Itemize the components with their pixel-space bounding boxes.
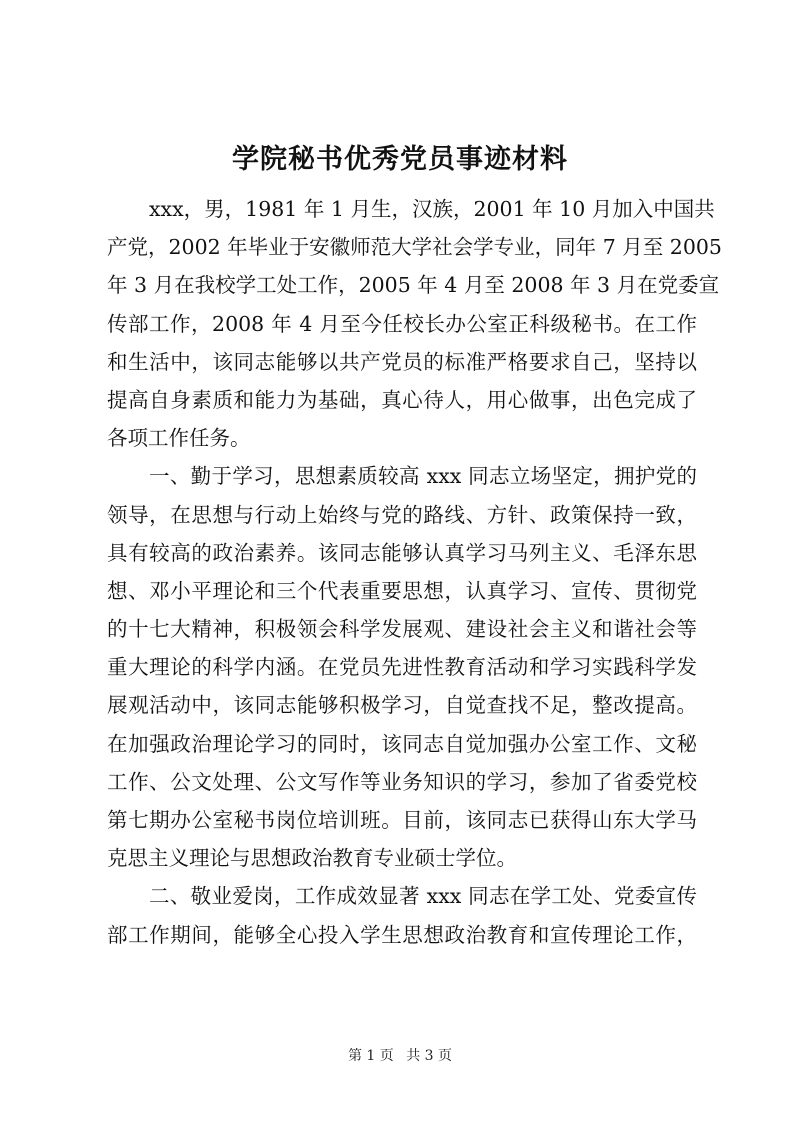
document-body bbox=[107, 190, 722, 954]
paragraph-2-line-7: 展观活动中，该同志能够积极学习，自觉查找不足，整改提高。 bbox=[107, 693, 697, 718]
paragraph-3-line-2: 部工作期间，能够全心投入学生思想政治教育和宣传理论工作， bbox=[107, 922, 697, 947]
paragraph-2-line-8: 在加强政治理论学习的同时，该同志自觉加强办公室工作、文秘 bbox=[107, 731, 697, 756]
document-title: 学院秘书优秀党员事迹材料 bbox=[232, 144, 568, 175]
paragraph-1-line-7: 各项工作任务。 bbox=[107, 426, 251, 451]
paragraph-2-line-1: 一、勤于学习，思想素质较高 xxx 同志立场坚定，拥护党的 bbox=[149, 464, 697, 489]
paragraph-1-line-5: 和生活中，该同志能够以共产党员的标准严格要求自己，坚持以 bbox=[107, 349, 697, 374]
paragraph-2-line-3: 具有较高的政治素养。该同志能够认真学习马列主义、毛泽东思 bbox=[107, 540, 697, 565]
paragraph-1-line-1: xxx，男，1981 年 1 月生，汉族，2001 年 10 月加入中国共 bbox=[149, 197, 715, 221]
page-footer bbox=[0, 1046, 800, 1066]
paragraph-1-line-2: 产党，2002 年毕业于安徽师范大学社会学专业，同年 7 月至 2005 bbox=[107, 235, 722, 260]
paragraph-3-line-1: 二、敬业爱岗，工作成效显著 xxx 同志在学工处、党委宣传 bbox=[149, 884, 697, 909]
paragraph-1-line-3: 年 3 月在我校学工处工作，2005 年 4 月至 2008 年 3 月在党委宣 bbox=[107, 273, 720, 298]
paragraph-2-line-6: 重大理论的科学内涵。在党员先进性教育活动和学习实践科学发 bbox=[107, 655, 697, 680]
page-total: 共 3 页 bbox=[406, 1048, 453, 1064]
paragraph-2-line-10: 第七期办公室秘书岗位培训班。目前，该同志已获得山东大学马 bbox=[107, 808, 697, 832]
paragraph-2-line-9: 工作、公文处理、公文写作等业务知识的学习，参加了省委党校 bbox=[107, 769, 697, 794]
paragraph-1-line-6: 提高自身素质和能力为基础，真心待人，用心做事，出色完成了 bbox=[107, 387, 697, 412]
paragraph-2-line-4: 想、邓小平理论和三个代表重要思想，认真学习、宣传、贯彻党 bbox=[107, 578, 697, 603]
paragraph-1-line-4: 传部工作，2008 年 4 月至今任校长办公室正科级秘书。在工作 bbox=[107, 311, 697, 336]
paragraph-2-line-5: 的十七大精神，积极领会科学发展观、建设社会主义和谐社会等 bbox=[107, 617, 697, 642]
paragraph-2-line-2: 领导，在思想与行动上始终与党的路线、方针、政策保持一致， bbox=[107, 502, 697, 527]
paragraph-2-line-11: 克思主义理论与思想政治教育专业硕士学位。 bbox=[107, 846, 517, 871]
page-number: 第 1 页 bbox=[347, 1048, 394, 1064]
